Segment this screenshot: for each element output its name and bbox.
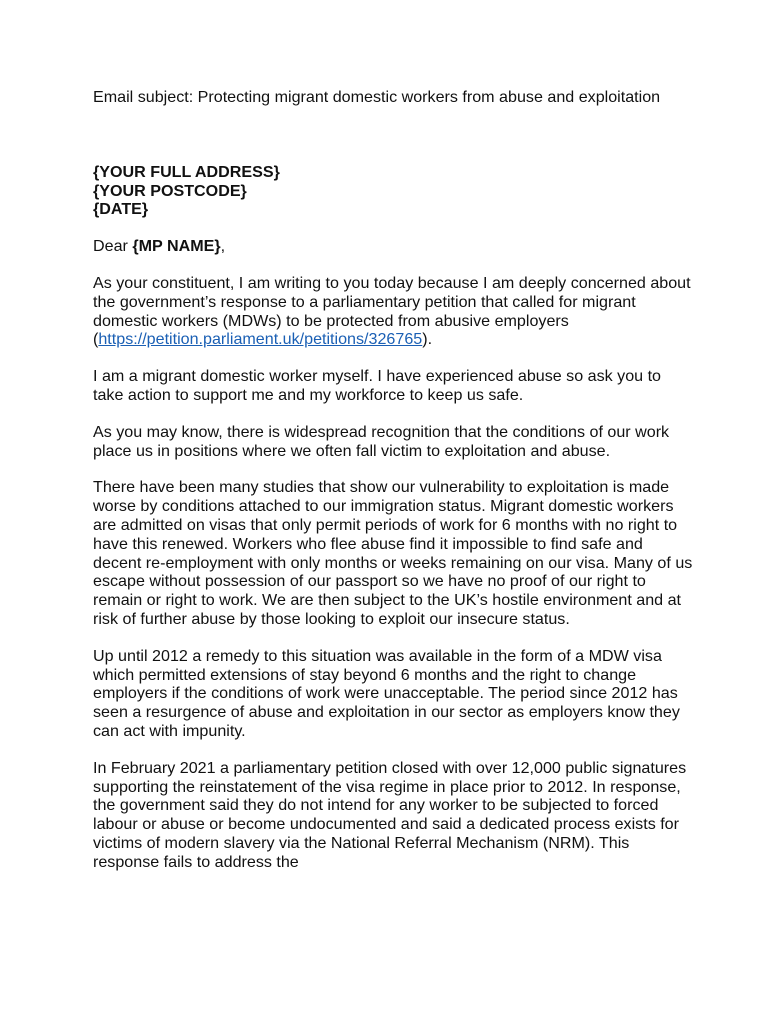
paragraph-1-text: As your constituent, I am writing to you today because I am deeply concerned about the government’s response to a parliamentary petition that called for migrant domestic workers (MDWs) to be protected from abusive employers (: [93, 273, 691, 349]
email-subject: Email subject: Protecting migrant domestic workers from abuse and exploitation: [93, 88, 661, 106]
paragraph-petition-response: In February 2021 a parliamentary petition closed with over 12,000 public signatures supporting the reinstatement of the visa regime in place prior to 2012. In response, the government said they do not intend for any worker to be subjected to forced labour or abuse or become undocumented and said a dedicated process exists for victims of modern slavery via the National Referral Mechanism (NRM). This response fails to address the: [93, 758, 687, 871]
paragraph-1-end: ).: [422, 330, 433, 349]
address-block: [93, 163, 693, 219]
letter-page: [93, 88, 693, 890]
paragraph-studies: There have been many studies that show our vulnerability to exploitation is made worse by conditions attached to our immigration status. Migrant domestic workers are admitted on visas that only permit periods of work for 6 months with no right to have this renewed. Workers who flee abuse find it impossible to find safe and decent re-employment with only months or weeks remaining on our visa. Many of us escape without possession of our passport so we have no proof of our right to remain or right to work. We are then subject to the UK’s hostile environment and at risk of further abuse by those looking to exploit our insecure status.: [93, 478, 693, 628]
greeting-prefix: Dear: [93, 237, 133, 256]
full-address-placeholder: {YOUR FULL ADDRESS}: [93, 162, 280, 181]
greeting: [93, 237, 693, 256]
postcode-placeholder: {YOUR POSTCODE}: [93, 181, 247, 200]
paragraph-visa-history: Up until 2012 a remedy to this situation was available in the form of a MDW visa which permitted extensions of stay beyond 6 months and the right to change employers if the conditions of work were unacceptable. The period since 2012 has seen a resurgence of abuse and exploitation in our sector as employers know they can act with impunity.: [93, 646, 680, 740]
mp-name-placeholder: {MP NAME}: [132, 237, 221, 256]
paragraph-personal-experience: I am a migrant domestic worker myself. I have experienced abuse so ask you to take action to support me and my workforce to keep us safe.: [93, 367, 662, 404]
date-placeholder: {DATE}: [93, 200, 149, 219]
petition-link[interactable]: https://petition.parliament.uk/petitions/326765: [98, 330, 423, 349]
greeting-suffix: ,: [220, 237, 226, 256]
paragraph-recognition: As you may know, there is widespread recognition that the conditions of our work place us in positions where we often fall victim to exploitation and abuse.: [93, 422, 670, 460]
paragraph-constituent-concern: [93, 274, 693, 349]
